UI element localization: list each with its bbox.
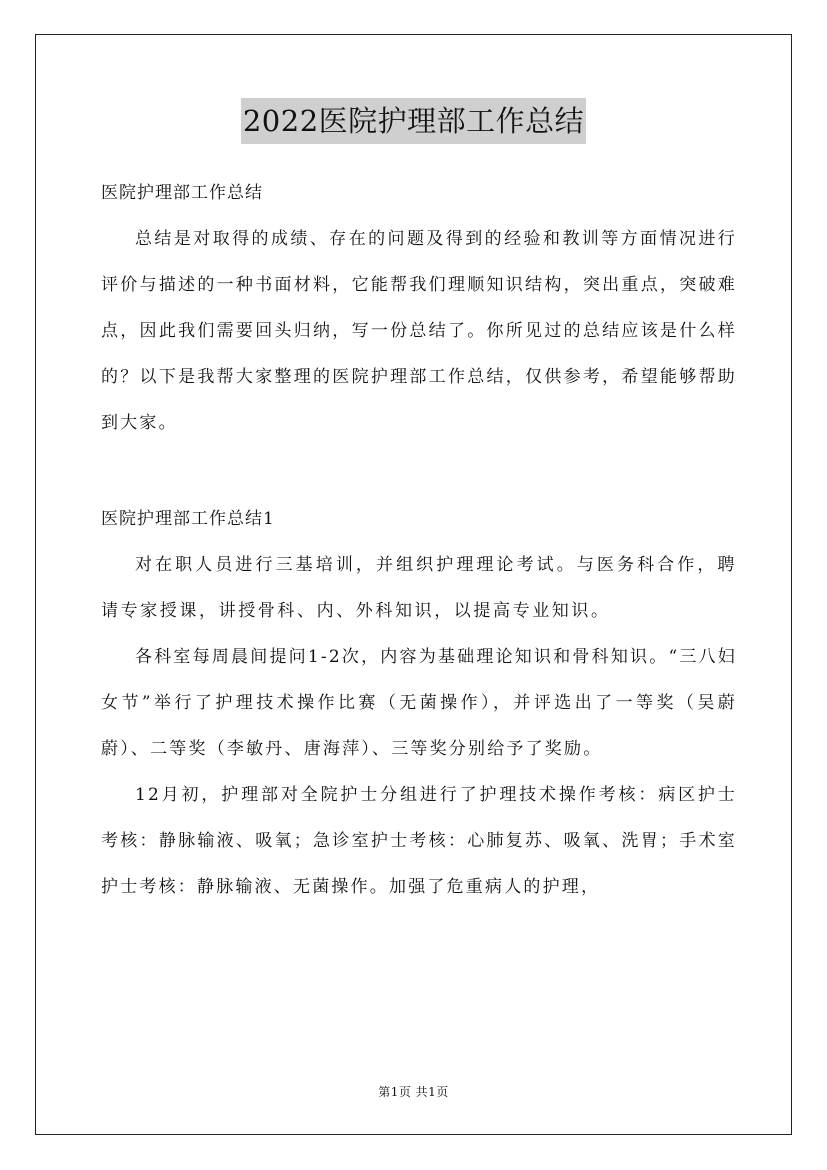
- section-1-paragraph-2: 各科室每周晨间提问1-2次，内容为基础理论知识和骨科知识。“三八妇女节”举行了护理技术操作比赛（无菌操作），并评选出了一等奖（吴蔚蔚）、二等奖（李敏丹、唐海萍）、三等奖分别给予了奖励。: [101, 647, 737, 759]
- intro-paragraph: 总结是对取得的成绩、存在的问题及得到的经验和教训等方面情况进行评价与描述的一种书面材料，它能帮我们理顺知识结构，突出重点，突破难点，因此我们需要回头归纳，写一份总结了。你所见过的总结应该是什么样的？以下是我帮大家整理的医院护理部工作总结，仅供参考，希望能够帮助到大家。: [101, 229, 737, 433]
- document-body: [101, 170, 737, 910]
- document-title: 2022医院护理部工作总结: [241, 98, 586, 144]
- intro-heading: 医院护理部工作总结: [101, 183, 263, 203]
- document-title-wrapper: [0, 98, 827, 144]
- section-spacer: [101, 446, 737, 496]
- section-1-paragraph-3: 12月初，护理部对全院护士分组进行了护理技术操作考核：病区护士考核：静脉输液、吸氧；急诊室护士考核：心肺复苏、吸氧、洗胃；手术室护士考核：静脉输液、无菌操作。加强了危重病人的护理，: [101, 785, 737, 897]
- section-1-heading: 医院护理部工作总结1: [101, 509, 275, 529]
- page-footer: 第1页 共1页: [378, 1085, 449, 1099]
- section-1-paragraph-1: 对在职人员进行三基培训，并组织护理理论考试。与医务科合作，聘请专家授课，讲授骨科、内、外科知识，以提高专业知识。: [101, 555, 737, 621]
